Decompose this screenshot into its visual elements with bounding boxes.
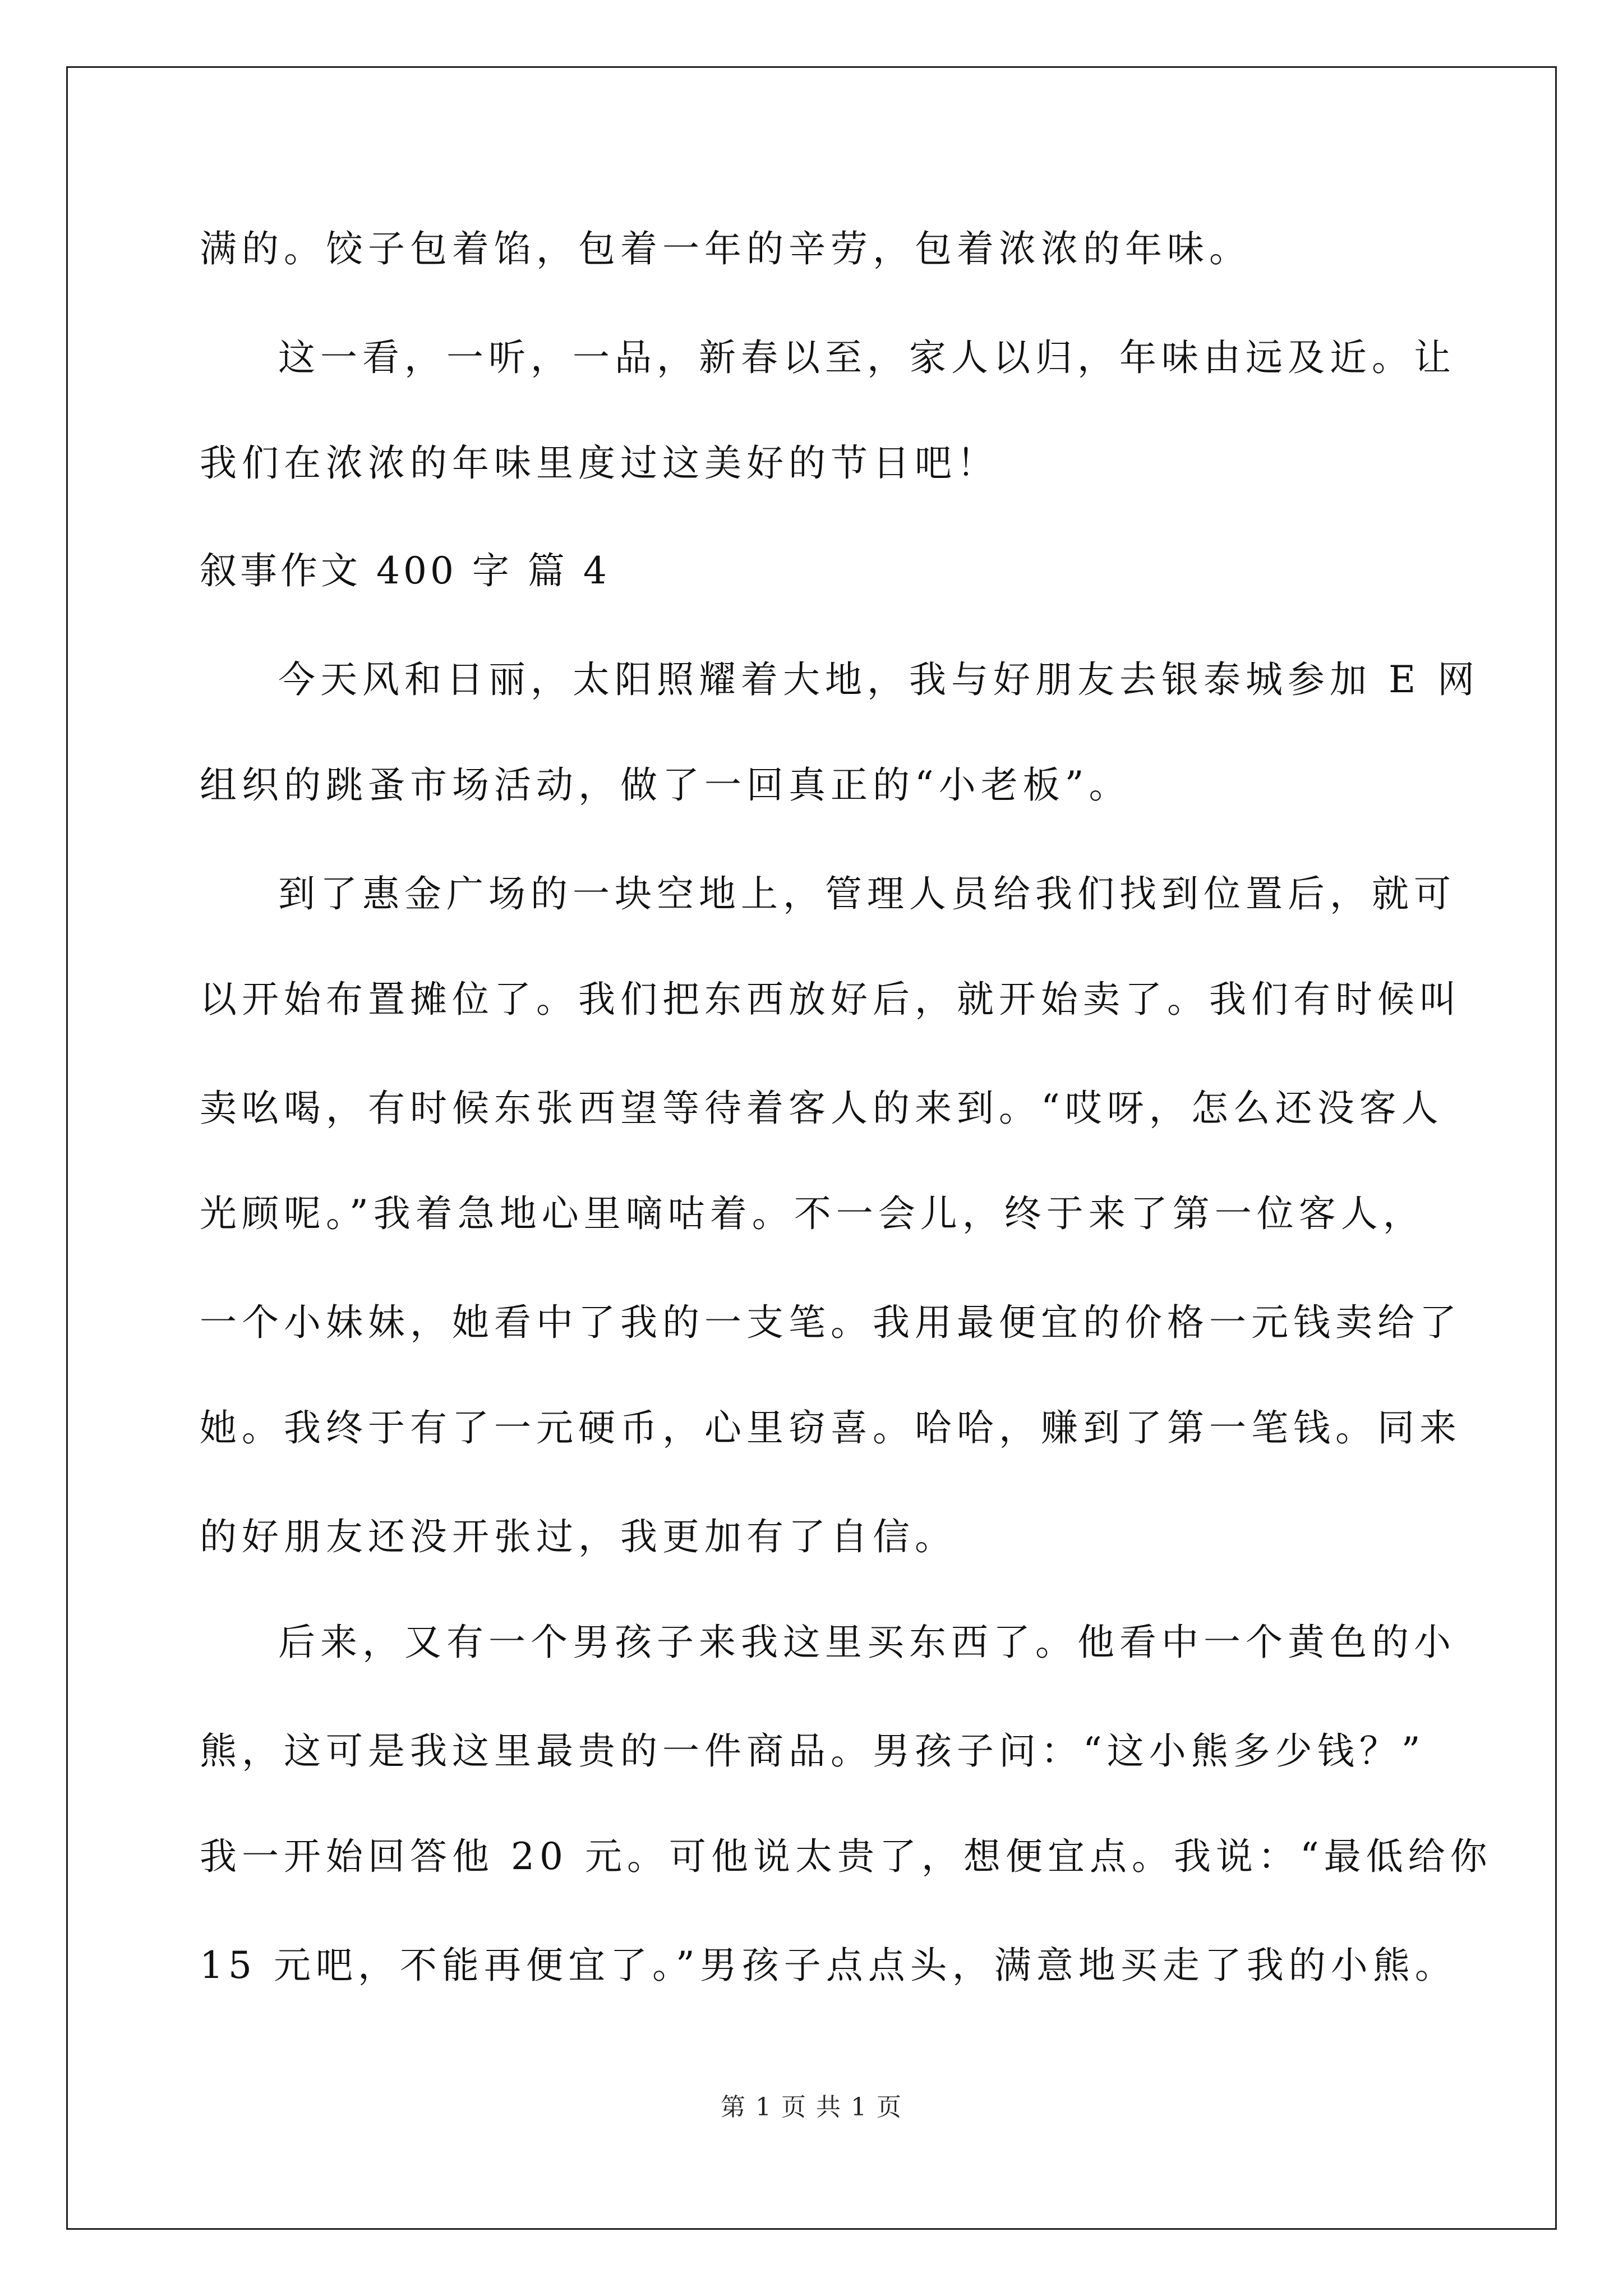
text-line: 我们在浓浓的年味里度过这美好的节日吧！ <box>200 441 999 485</box>
text-line: 卖吆喝，有时候东张西望等待着客人的来到。“哎呀，怎么还没客人 <box>200 1087 1444 1130</box>
text-line: 熊，这可是我这里最贵的一件商品。男孩子问：“这小熊多少钱？” <box>200 1729 1426 1773</box>
text-line: 的好朋友还没开张过，我更加有了自信。 <box>200 1515 957 1558</box>
text-line: 以开始布置摊位了。我们把东西放好后，就开始卖了。我们有时候叫 <box>200 978 1461 1021</box>
page-footer: 第 1 页 共 1 页 <box>721 2093 902 2122</box>
text-line: 这一看，一听，一品，新春以至，家人以归，年味由远及近。让 <box>278 336 1456 379</box>
text-line: 我一开始回答他 20 元。可他说太贵了，想便宜点。我说：“最低给你 <box>200 1835 1492 1878</box>
text-line: 到了惠金广场的一块空地上，管理人员给我们找到位置后，就可 <box>278 872 1456 915</box>
text-line: 一个小妹妹，她看中了我的一支笔。我用最便宜的价格一元钱卖给了 <box>200 1301 1461 1344</box>
page-border <box>66 66 1557 2230</box>
text-line: 后来，又有一个男孩子来我这里买东西了。他看中一个黄色的小 <box>278 1621 1456 1664</box>
text-line: 组织的跳蚤市场活动，做了一回真正的“小老板”。 <box>200 763 1131 807</box>
text-line: 今天风和日丽，太阳照耀着大地，我与好朋友去银泰城参加 E 网 <box>278 658 1480 701</box>
text-line: 她。我终于有了一元硬币，心里窃喜。哈哈，赚到了第一笔钱。同来 <box>200 1406 1461 1450</box>
text-line: 满的。饺子包着馅，包着一年的辛劳，包着浓浓的年味。 <box>200 227 1251 270</box>
section-heading: 叙事作文 400 字 篇 4 <box>200 549 610 592</box>
text-line: 15 元吧，不能再便宜了。”男孩子点点头，满意地买走了我的小熊。 <box>200 1944 1457 1987</box>
text-line: 光顾呢。”我着急地心里嘀咕着。不一会儿，终于来了第一位客人， <box>200 1192 1425 1235</box>
